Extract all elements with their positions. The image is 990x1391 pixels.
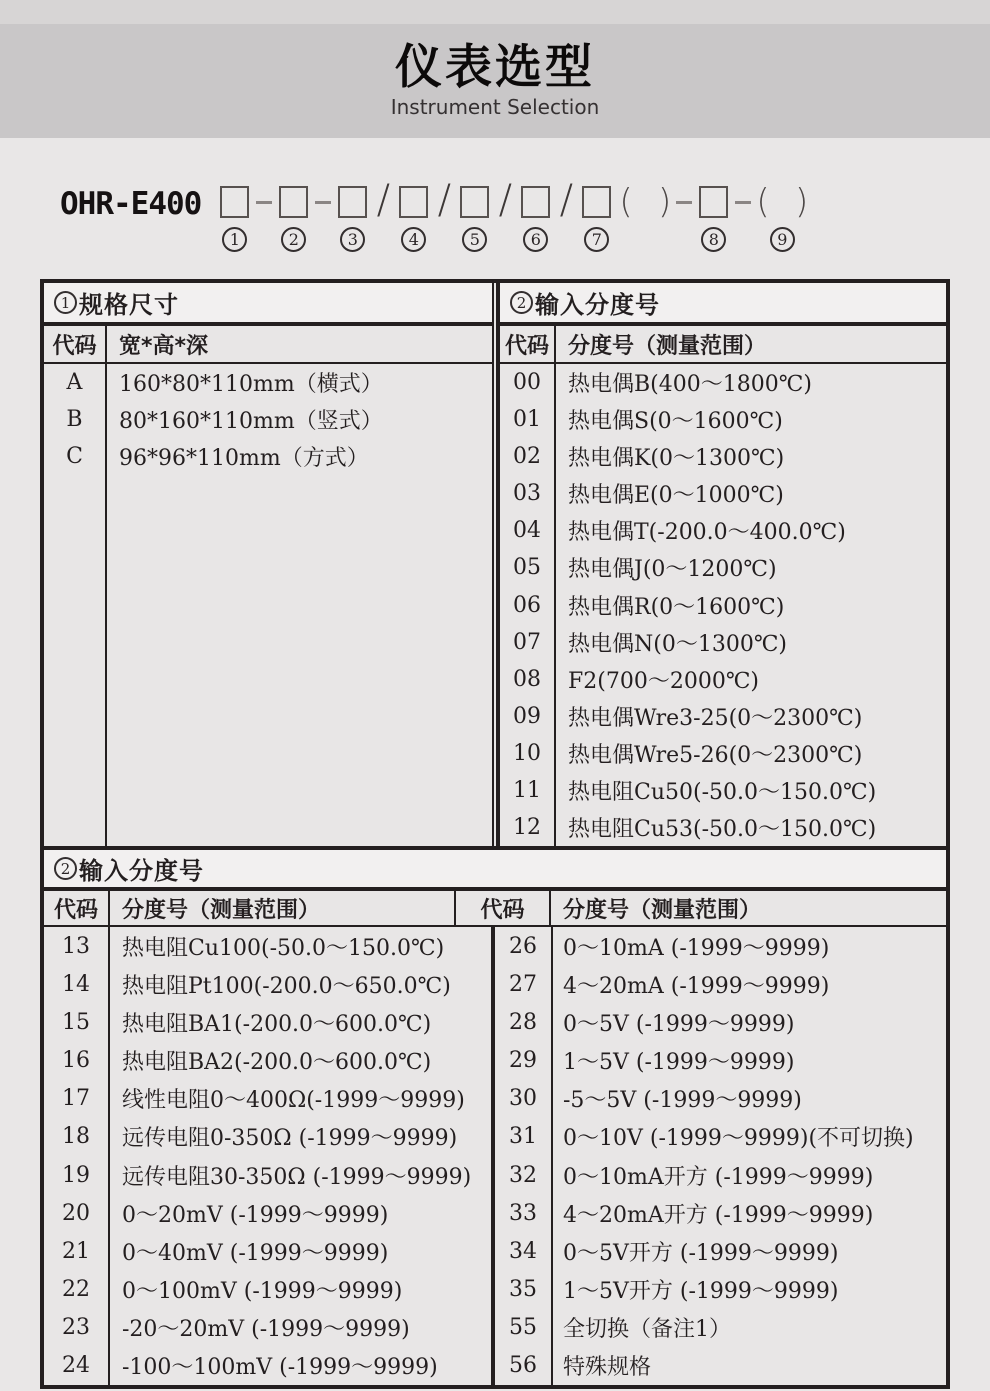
section-title: 规格尺寸: [79, 291, 179, 319]
title-band: [0, 24, 990, 138]
model-token-box: [521, 184, 550, 252]
code-cell: 14: [44, 965, 110, 1003]
description-cell: 0～5V (-1999～9999): [563, 1011, 795, 1037]
model-token-box: [220, 184, 249, 252]
column-header-graduation: 分度号（测量范围）: [110, 891, 456, 925]
code-cell: 21: [44, 1232, 110, 1270]
table-row: [495, 1271, 946, 1309]
section-spec-size: [44, 283, 494, 846]
column-header-code: 代码: [456, 891, 551, 925]
description-cell: 4～20mA (-1999～9999): [563, 973, 830, 999]
table-row: [500, 438, 946, 475]
code-cell: 11: [500, 772, 556, 809]
table-row: [44, 1118, 491, 1156]
code-cell: 26: [495, 927, 553, 965]
circled-number: 1: [54, 291, 77, 314]
code-cell: 28: [495, 1003, 553, 1041]
table-row: [44, 1232, 491, 1270]
code-cell: 19: [44, 1156, 110, 1194]
model-token-number: [584, 226, 609, 252]
page-subtitle: Instrument Selection: [390, 94, 600, 119]
model-code-line: [60, 177, 990, 252]
description-cell: [107, 475, 492, 846]
description-cell: 热电偶N(0～1300℃): [568, 631, 788, 657]
model-box: [279, 184, 308, 220]
circled-number: 3: [340, 227, 365, 252]
column-header-code: 代码: [44, 326, 107, 362]
code-cell: C: [44, 438, 107, 475]
description-cell: 热电偶E(0～1000℃): [568, 483, 784, 509]
description-cell: 热电偶T(-200.0～400.0℃): [568, 520, 846, 546]
close-paren: ): [658, 182, 672, 222]
description-cell: 热电偶R(0～1600℃): [568, 594, 785, 620]
description-cell: 热电偶Wre3-25(0～2300℃): [568, 705, 863, 731]
dash-icon: [256, 201, 272, 204]
table-row: [500, 364, 946, 401]
model-token-number: [401, 226, 426, 252]
table-row: [495, 1347, 946, 1385]
model-token-dash: [254, 184, 274, 252]
circled-number: 8: [701, 227, 726, 252]
description-cell: 热电偶J(0～1200℃): [568, 557, 777, 583]
circled-number: 2: [54, 857, 77, 880]
table-row: [500, 401, 946, 438]
table-row: [500, 512, 946, 549]
description-cell: 0～100mV (-1999～9999): [122, 1279, 403, 1305]
open-paren: (: [756, 182, 770, 222]
code-cell: 06: [500, 586, 556, 623]
table-row: [500, 772, 946, 809]
table-row: [495, 1309, 946, 1347]
table-row: [495, 1118, 946, 1156]
code-cell: 00: [500, 364, 556, 401]
code-cell: 04: [500, 512, 556, 549]
table-row: [495, 1080, 946, 1118]
table-input-graduation-continued: [44, 850, 946, 1385]
code-cell: 17: [44, 1080, 110, 1118]
code-cell: 03: [500, 475, 556, 512]
description-cell: 热电偶K(0～1300℃): [568, 446, 785, 472]
code-cell: 32: [495, 1156, 553, 1194]
code-cell: A: [44, 364, 107, 401]
circled-number: 6: [523, 227, 548, 252]
table-row: [495, 1194, 946, 1232]
description-cell: 0～10mA (-1999～9999): [563, 935, 830, 961]
model-token-slash: [494, 177, 516, 252]
table-body: [44, 927, 946, 1385]
table-row: [495, 1003, 946, 1041]
table-row: [500, 586, 946, 623]
code-cell: 24: [44, 1347, 110, 1385]
code-box: [699, 186, 728, 218]
model-token-box: [582, 184, 611, 252]
code-cell: 05: [500, 549, 556, 586]
code-cell: 27: [495, 965, 553, 1003]
column-header-code: 代码: [44, 891, 110, 925]
description-cell: 0～20mV (-1999～9999): [122, 1202, 389, 1228]
table-row: [500, 549, 946, 586]
close-paren: ): [795, 182, 809, 222]
section-header-spec-size: [44, 283, 492, 326]
code-cell: 13: [44, 927, 110, 965]
model-box: [399, 184, 428, 220]
dash-icon: [735, 201, 751, 204]
model-token-box: [399, 184, 428, 252]
circled-number: 9: [770, 227, 795, 252]
description-cell: 热电阻Cu53(-50.0～150.0℃): [568, 816, 877, 842]
description-cell: 96*96*110mm（方式）: [119, 446, 369, 471]
model-box: [521, 184, 550, 220]
code-box: [521, 186, 550, 218]
model-token-slash: [555, 177, 577, 252]
table-row: [495, 1232, 946, 1270]
code-cell: 01: [500, 401, 556, 438]
dash-icon: [315, 201, 331, 204]
description-cell: 0～10mA开方 (-1999～9999): [563, 1164, 874, 1190]
model-token-box: [699, 184, 728, 252]
description-cell: 热电阻Pt100(-200.0～650.0℃): [122, 973, 451, 999]
model-token-dash: [674, 184, 694, 252]
model-token-number: [770, 226, 795, 252]
model-token-box: [460, 184, 489, 252]
code-cell: [44, 475, 107, 846]
selection-tables: [40, 279, 950, 1389]
description-cell: 160*80*110mm（横式）: [119, 372, 383, 397]
column-header-size: 宽*高*深: [119, 333, 209, 359]
description-cell: 热电阻BA2(-200.0～600.0℃): [122, 1050, 432, 1076]
description-cell: 热电阻Cu100(-50.0～150.0℃): [122, 935, 445, 961]
dash-separator: [674, 184, 694, 220]
description-cell: 热电阻BA1(-200.0～600.0℃): [122, 1011, 432, 1037]
empty-filler-row: [44, 475, 492, 846]
table-body-right-column: [491, 927, 946, 1385]
table-row: [500, 624, 946, 661]
circled-number: 2: [281, 227, 306, 252]
description-cell: 热电阻Cu50(-50.0～150.0℃): [568, 779, 877, 805]
section-header-input-graduation: [500, 283, 946, 326]
code-box: [338, 186, 367, 218]
model-token-slash: [372, 177, 394, 252]
slash-icon: /: [559, 177, 574, 223]
open-paren: (: [619, 182, 633, 222]
model-token-number: [701, 226, 726, 252]
code-cell: 30: [495, 1080, 553, 1118]
table-body: [500, 364, 946, 846]
model-token-box: [279, 184, 308, 252]
code-cell: 09: [500, 698, 556, 735]
code-box: [399, 186, 428, 218]
code-cell: 20: [44, 1194, 110, 1232]
code-cell: 10: [500, 735, 556, 772]
description-cell: 0～10V (-1999～9999)(不可切换): [563, 1126, 914, 1152]
description-cell: -100～100mV (-1999～9999): [122, 1355, 438, 1381]
table-row: [500, 661, 946, 698]
section-input-graduation: [496, 283, 946, 846]
code-cell: 31: [495, 1118, 553, 1156]
table-row: [500, 809, 946, 846]
code-cell: 16: [44, 1042, 110, 1080]
model-box: [338, 184, 367, 220]
description-cell: 远传电阻30-350Ω (-1999～9999): [122, 1164, 472, 1190]
model-box: [460, 184, 489, 220]
model-token-number: [462, 226, 487, 252]
description-cell: F2(700～2000℃): [568, 668, 760, 694]
table-body-left-column: [44, 927, 491, 1385]
code-box: [279, 186, 308, 218]
description-cell: 80*160*110mm（竖式）: [119, 409, 383, 434]
table-body: [44, 364, 492, 846]
table-row: [500, 475, 946, 512]
table-row: [44, 1309, 491, 1347]
section-header-input-graduation-2: [44, 850, 946, 891]
description-cell: 线性电阻0～400Ω(-1999～9999): [122, 1088, 465, 1114]
parentheses: [616, 184, 674, 220]
model-token-parens: [616, 184, 674, 252]
model-box: [220, 184, 249, 220]
circled-number: 5: [462, 227, 487, 252]
column-header-row: [44, 326, 492, 364]
circled-number: 2: [510, 291, 533, 314]
code-box: [460, 186, 489, 218]
table-row: [44, 438, 492, 475]
code-box: [220, 186, 249, 218]
code-cell: 08: [500, 661, 556, 698]
code-box: [582, 186, 611, 218]
table-row: [44, 1194, 491, 1232]
description-cell: 热电偶Wre5-26(0～2300℃): [568, 742, 863, 768]
code-cell: 18: [44, 1118, 110, 1156]
table-row: [44, 1003, 491, 1041]
slash-icon: /: [498, 177, 513, 223]
code-cell: B: [44, 401, 107, 438]
model-token-number: [281, 226, 306, 252]
description-cell: 1～5V开方 (-1999～9999): [563, 1279, 839, 1305]
slash-icon: /: [376, 177, 391, 223]
description-cell: -5～5V (-1999～9999): [563, 1088, 802, 1114]
table-row: [44, 1271, 491, 1309]
description-cell: 热电偶B(400～1800℃): [568, 372, 812, 398]
code-cell: 33: [495, 1194, 553, 1232]
description-cell: -20～20mV (-1999～9999): [122, 1317, 410, 1343]
column-header-row: [44, 891, 946, 927]
model-token-number: [340, 226, 365, 252]
description-cell: 0～5V开方 (-1999～9999): [563, 1240, 839, 1266]
table-row: [44, 401, 492, 438]
description-cell: 4～20mA开方 (-1999～9999): [563, 1202, 874, 1228]
parentheses: [753, 184, 811, 220]
table-row: [495, 965, 946, 1003]
table-row: [495, 927, 946, 965]
code-cell: 02: [500, 438, 556, 475]
code-cell: 12: [500, 809, 556, 846]
table-row: [44, 1347, 491, 1385]
code-cell: 07: [500, 624, 556, 661]
column-header-graduation: 分度号（测量范围）: [563, 897, 762, 923]
code-cell: 35: [495, 1271, 553, 1309]
table-row: [44, 927, 491, 965]
table-row: [44, 1080, 491, 1118]
description-cell: 1～5V (-1999～9999): [563, 1050, 795, 1076]
section-title: 输入分度号: [535, 291, 660, 319]
column-header-row: [500, 326, 946, 364]
model-box: [699, 184, 728, 220]
code-cell: 23: [44, 1309, 110, 1347]
section-title: 输入分度号: [79, 857, 204, 885]
model-token-slash: [433, 177, 455, 252]
instrument-selection-page: [0, 24, 990, 1391]
table-row: [495, 1042, 946, 1080]
table-row: [44, 1156, 491, 1194]
dash-separator: [733, 184, 753, 220]
code-cell: 22: [44, 1271, 110, 1309]
dash-separator: [313, 184, 333, 220]
model-token-number: [222, 226, 247, 252]
description-cell: 全切换（备注1）: [563, 1317, 731, 1343]
circled-number: 4: [401, 227, 426, 252]
model-name: OHR-E400: [60, 186, 202, 222]
model-code-tokens: [215, 177, 811, 252]
model-token-dash: [733, 184, 753, 252]
code-cell: 29: [495, 1042, 553, 1080]
code-cell: 56: [495, 1347, 553, 1385]
model-token-box: [338, 184, 367, 252]
model-token-number: [523, 226, 548, 252]
column-header-code: 代码: [500, 326, 556, 362]
slash-separator: [372, 177, 394, 223]
dash-separator: [254, 184, 274, 220]
description-cell: 热电偶S(0～1600℃): [568, 409, 783, 435]
dash-icon: [676, 201, 692, 204]
model-token-parens: [753, 184, 811, 252]
slash-separator: [555, 177, 577, 223]
table-row: [495, 1156, 946, 1194]
table-row: [500, 698, 946, 735]
description-cell: 远传电阻0-350Ω (-1999～9999): [122, 1126, 458, 1152]
table-row: [500, 735, 946, 772]
table-row: [44, 364, 492, 401]
table-spec-and-input: [44, 283, 946, 850]
circled-number: 1: [222, 227, 247, 252]
description-cell: 0～40mV (-1999～9999): [122, 1240, 389, 1266]
model-token-dash: [313, 184, 333, 252]
code-cell: 15: [44, 1003, 110, 1041]
table-row: [44, 1042, 491, 1080]
model-box: [582, 184, 611, 220]
description-cell: 特殊规格: [563, 1355, 652, 1381]
slash-icon: /: [437, 177, 452, 223]
circled-number: 7: [584, 227, 609, 252]
slash-separator: [494, 177, 516, 223]
code-cell: 55: [495, 1309, 553, 1347]
column-header-graduation: 分度号（测量范围）: [568, 333, 767, 359]
page-title: 仪表选型: [395, 40, 595, 96]
slash-separator: [433, 177, 455, 223]
table-row: [44, 965, 491, 1003]
code-cell: 34: [495, 1232, 553, 1270]
